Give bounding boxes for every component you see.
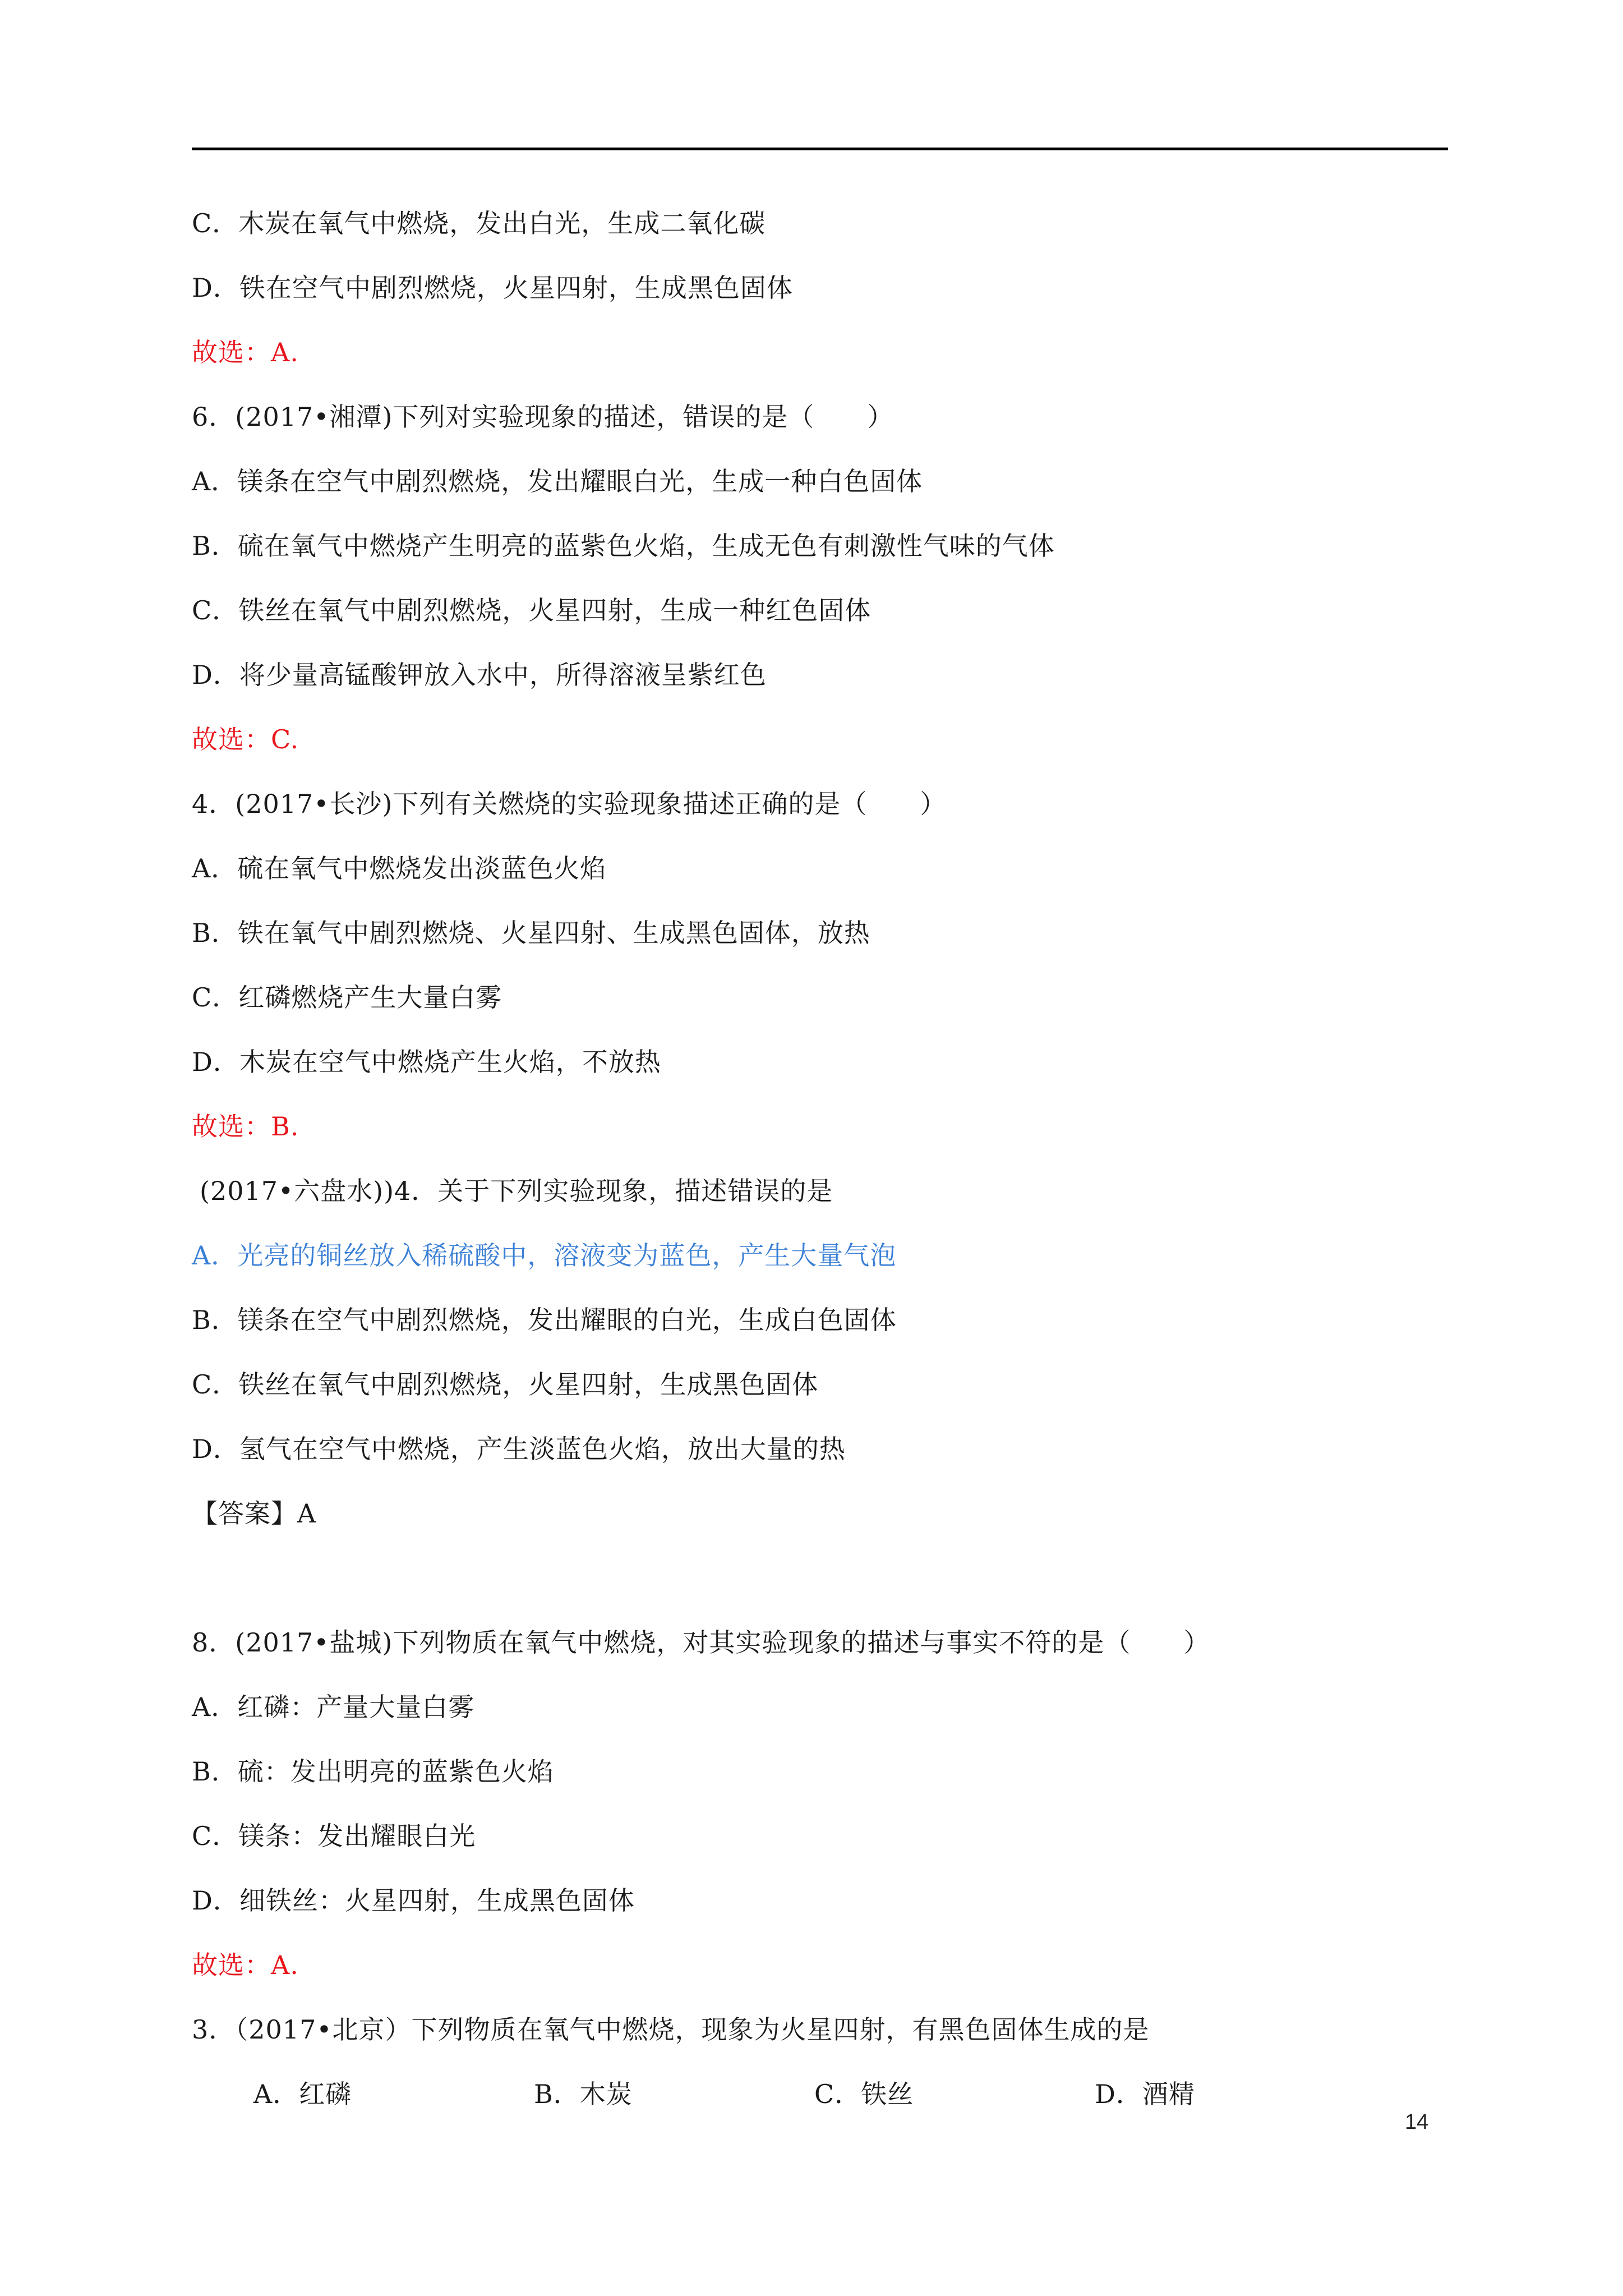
option-d-q4-liupanshui: D．氢气在空气中燃烧，产生淡蓝色火焰，放出大量的热 bbox=[192, 1434, 846, 1464]
option-d-q4-changsha: D．木炭在空气中燃烧产生火焰，不放热 bbox=[192, 1047, 661, 1077]
choice-a-q3: A．红磷 bbox=[253, 2079, 352, 2109]
option-c-q4-changsha: C．红磷燃烧产生大量白雾 bbox=[192, 982, 502, 1013]
answer-q5: 故选：A. bbox=[192, 337, 299, 367]
option-a-q4-liupanshui: A．光亮的铜丝放入稀硫酸中，溶液变为蓝色，产生大量气泡 bbox=[192, 1240, 897, 1271]
option-d-q5: D．铁在空气中剧烈燃烧，火星四射，生成黑色固体 bbox=[192, 273, 793, 303]
option-d-q6: D．将少量高锰酸钾放入水中，所得溶液呈紫红色 bbox=[192, 660, 767, 690]
option-b-q6: B．硫在氧气中燃烧产生明亮的蓝紫色火焰，生成无色有刺激性气味的气体 bbox=[192, 531, 1055, 561]
option-a-q8: A．红磷：产量大量白雾 bbox=[192, 1692, 475, 1722]
answer-q8: 故选：A. bbox=[192, 1950, 299, 1980]
question-4-changsha-stem: 4．(2017•长沙)下列有关燃烧的实验现象描述正确的是（ ） bbox=[192, 789, 947, 819]
option-a-q4-changsha: A．硫在氧气中燃烧发出淡蓝色火焰 bbox=[192, 853, 607, 884]
answer-q6: 故选：C. bbox=[192, 724, 299, 754]
question-8-stem: 8．(2017•盐城)下列物质在氧气中燃烧，对其实验现象的描述与事实不符的是（ ） bbox=[192, 1627, 1210, 1658]
option-b-q8: B．硫：发出明亮的蓝紫色火焰 bbox=[192, 1756, 554, 1787]
choice-d-q3: D．酒精 bbox=[1095, 2079, 1195, 2109]
option-b-q4-liupanshui: B．镁条在空气中剧烈燃烧，发出耀眼的白光，生成白色固体 bbox=[192, 1305, 897, 1335]
page-content bbox=[192, 208, 1448, 2143]
header-rule bbox=[192, 148, 1448, 150]
option-b-q4-changsha: B．铁在氧气中剧烈燃烧、火星四射、生成黑色固体，放热 bbox=[192, 918, 870, 948]
option-c-q4-liupanshui: C．铁丝在氧气中剧烈燃烧，火星四射，生成黑色固体 bbox=[192, 1369, 819, 1400]
choice-c-q3: C．铁丝 bbox=[814, 2079, 914, 2109]
spacer bbox=[192, 1562, 1448, 1627]
option-c-q5: C．木炭在氧气中燃烧，发出白光，生成二氧化碳 bbox=[192, 208, 766, 238]
choice-b-q3: B．木炭 bbox=[534, 2079, 633, 2109]
option-c-q8: C．镁条：发出耀眼白光 bbox=[192, 1821, 476, 1851]
option-d-q8: D．细铁丝：火星四射，生成黑色固体 bbox=[192, 1885, 635, 1916]
answer-q4-changsha: 故选：B. bbox=[192, 1111, 299, 1142]
question-3-stem: 3．（2017•北京）下列物质在氧气中燃烧，现象为火星四射，有黑色固体生成的是 bbox=[192, 2014, 1150, 2045]
question-3-choices bbox=[192, 2078, 1448, 2110]
option-c-q6: C．铁丝在氧气中剧烈燃烧，火星四射，生成一种红色固体 bbox=[192, 595, 872, 625]
page-number: 14 bbox=[1405, 2110, 1429, 2134]
question-4-liupanshui-stem: (2017•六盘水))4．关于下列实验现象，描述错误的是 bbox=[200, 1176, 833, 1206]
question-6-stem: 6．(2017•湘潭)下列对实验现象的描述，错误的是（ ） bbox=[192, 402, 894, 432]
answer-q4-liupanshui: 【答案】A bbox=[192, 1498, 317, 1529]
option-a-q6: A．镁条在空气中剧烈燃烧，发出耀眼白光，生成一种白色固体 bbox=[192, 466, 923, 496]
